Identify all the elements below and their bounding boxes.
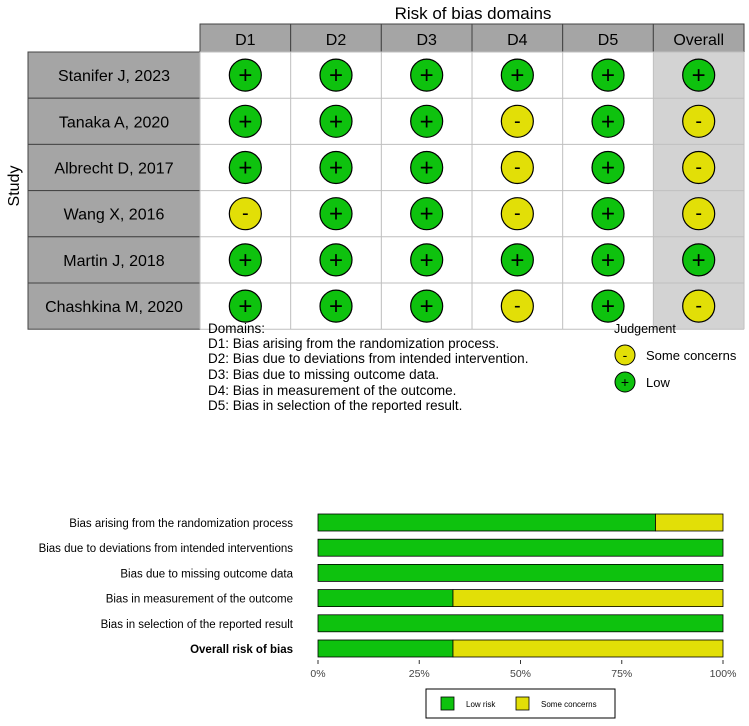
header-label-d2: D2: [325, 32, 347, 49]
category-label-bias-due-to-deviations-from-intended-interventions: Bias due to deviations from intended interventions: [38, 543, 293, 556]
judgement-symbol: +: [419, 293, 434, 321]
x-tick-label-50: 50%: [509, 668, 532, 680]
bar-some-concerns-bias-arising-from-the-randomization-process: [655, 514, 723, 531]
summary-legend: [426, 689, 615, 718]
domains-title: Risk of bias domains: [394, 4, 552, 23]
judgement-symbol: +: [691, 246, 706, 274]
summary-legend-swatch-some-concerns: [516, 697, 529, 710]
study-label-tanaka-a-2020: Tanaka A, 2020: [58, 114, 170, 132]
study-label-stanifer-j-2023: Stanifer J, 2023: [57, 68, 171, 86]
judgement-symbol: +: [510, 246, 525, 274]
header-label-d3: D3: [416, 32, 437, 49]
study-label-albrecht-d-2017: Albrecht D, 2017: [54, 160, 174, 178]
legend-label-some: Some concerns: [646, 348, 737, 363]
domains-list-title: Domains:: [208, 321, 266, 336]
judgement-symbol: +: [601, 62, 616, 90]
x-tick-label-75: 75%: [611, 668, 633, 680]
category-labels: [39, 518, 294, 656]
domain-desc-d3: D3: Bias due to missing outcome data.: [208, 367, 440, 382]
judgement-symbol: +: [238, 108, 253, 136]
judgement-symbol: +: [510, 62, 525, 90]
bar-low-risk-overall-risk-of-bias: [318, 640, 453, 657]
stacked-bars: [318, 514, 723, 657]
judgement-symbol: -: [695, 295, 703, 318]
summary-bar-plot: [39, 514, 737, 718]
legend-symbol-some: -: [622, 347, 628, 363]
study-label-martin-j-2018: Martin J, 2018: [63, 252, 165, 270]
category-label-bias-arising-from-the-randomization-process: Bias arising from the randomization process: [69, 518, 293, 530]
header-label-overall: Overall: [673, 32, 725, 49]
judgement-symbol: +: [601, 108, 616, 136]
summary-legend-swatch-low-risk: [441, 697, 454, 710]
judgement-symbol: -: [514, 156, 521, 179]
judgement-symbol: +: [328, 246, 344, 274]
judgement-symbol: -: [695, 156, 703, 179]
domain-desc-d4: D4: Bias in measurement of the outcome.: [208, 383, 457, 398]
judgement-symbol: +: [328, 200, 344, 228]
category-label-bias-in-measurement-of-the-outcome: Bias in measurement of the outcome: [105, 593, 293, 606]
judgement-symbol: -: [695, 202, 703, 225]
header-label-d1: D1: [235, 32, 256, 49]
domains-description: [208, 321, 528, 413]
x-tick-label-25: 25%: [408, 668, 430, 680]
judgement-legend-title: Judgement: [614, 322, 676, 336]
legend-label-low: Low: [646, 375, 670, 390]
legend-symbol-low: +: [620, 374, 630, 390]
bar-some-concerns-overall-risk-of-bias: [453, 640, 723, 657]
judgement-symbol: -: [514, 295, 521, 318]
study-label-wang-x-2016: Wang X, 2016: [63, 206, 165, 224]
judgement-symbol: -: [241, 202, 249, 225]
judgement-symbol: +: [328, 108, 344, 136]
judgement-symbol: -: [514, 110, 521, 133]
x-tick-label-0: 0%: [310, 668, 326, 680]
bar-low-risk-bias-in-measurement-of-the-outcome: [318, 590, 453, 607]
judgement-symbol: -: [695, 110, 703, 133]
judgement-symbol: +: [419, 154, 434, 182]
judgement-symbol: +: [419, 62, 434, 90]
summary-legend-label-some-concerns: Some concerns: [541, 700, 597, 709]
judgement-symbol: +: [419, 108, 434, 136]
judgement-legend: [614, 322, 737, 392]
category-label-bias-in-selection-of-the-reported-result: Bias in selection of the reported result: [100, 618, 293, 631]
study-axis-label: Study: [6, 165, 23, 207]
judgement-symbol: +: [328, 62, 344, 90]
study-rows: [28, 52, 200, 329]
judgement-symbol: +: [238, 62, 253, 90]
bar-some-concerns-bias-in-measurement-of-the-outcome: [453, 590, 723, 607]
judgement-symbol: +: [601, 154, 616, 182]
judgement-symbol: +: [238, 154, 253, 182]
judgement-symbol: -: [514, 202, 521, 225]
judgement-symbol: +: [691, 62, 706, 90]
judgement-symbol: +: [328, 154, 344, 182]
study-label-chashkina-m-2020: Chashkina M, 2020: [45, 299, 183, 317]
judgement-symbol: +: [238, 246, 253, 274]
bar-low-risk-bias-due-to-deviations-from-intended-interventions: [318, 539, 723, 556]
header-label-d4: D4: [507, 32, 528, 49]
x-tick-label-100: 100%: [709, 668, 737, 680]
judgement-symbol: +: [238, 293, 253, 321]
judgement-symbol: +: [419, 200, 434, 228]
judgement-symbol: +: [601, 246, 616, 274]
category-label-bias-due-to-missing-outcome-data: Bias due to missing outcome data: [120, 568, 293, 581]
header-label-d5: D5: [597, 32, 619, 49]
domain-desc-d1: D1: Bias arising from the randomization process.: [208, 336, 500, 351]
domain-desc-d2: D2: Bias due to deviations from intended intervention.: [208, 351, 529, 366]
judgement-legend-items: [615, 345, 737, 392]
judgement-symbol: +: [601, 293, 616, 321]
column-headers: [200, 24, 744, 52]
summary-legend-label-low-risk: Low risk: [466, 700, 496, 709]
domain-desc-d5: D5: Bias in selection of the reported result.: [208, 398, 463, 413]
bar-low-risk-bias-arising-from-the-randomization-process: [318, 514, 655, 531]
judgement-symbol: +: [419, 246, 434, 274]
bar-low-risk-bias-due-to-missing-outcome-data: [318, 564, 723, 581]
judgement-symbol: +: [601, 200, 616, 228]
category-label-overall-risk-of-bias: Overall risk of bias: [190, 644, 293, 656]
judgement-symbol: +: [328, 293, 344, 321]
traffic-light-plot: [6, 4, 744, 329]
x-axis: [310, 660, 736, 680]
bar-low-risk-bias-in-selection-of-the-reported-result: [318, 615, 723, 632]
